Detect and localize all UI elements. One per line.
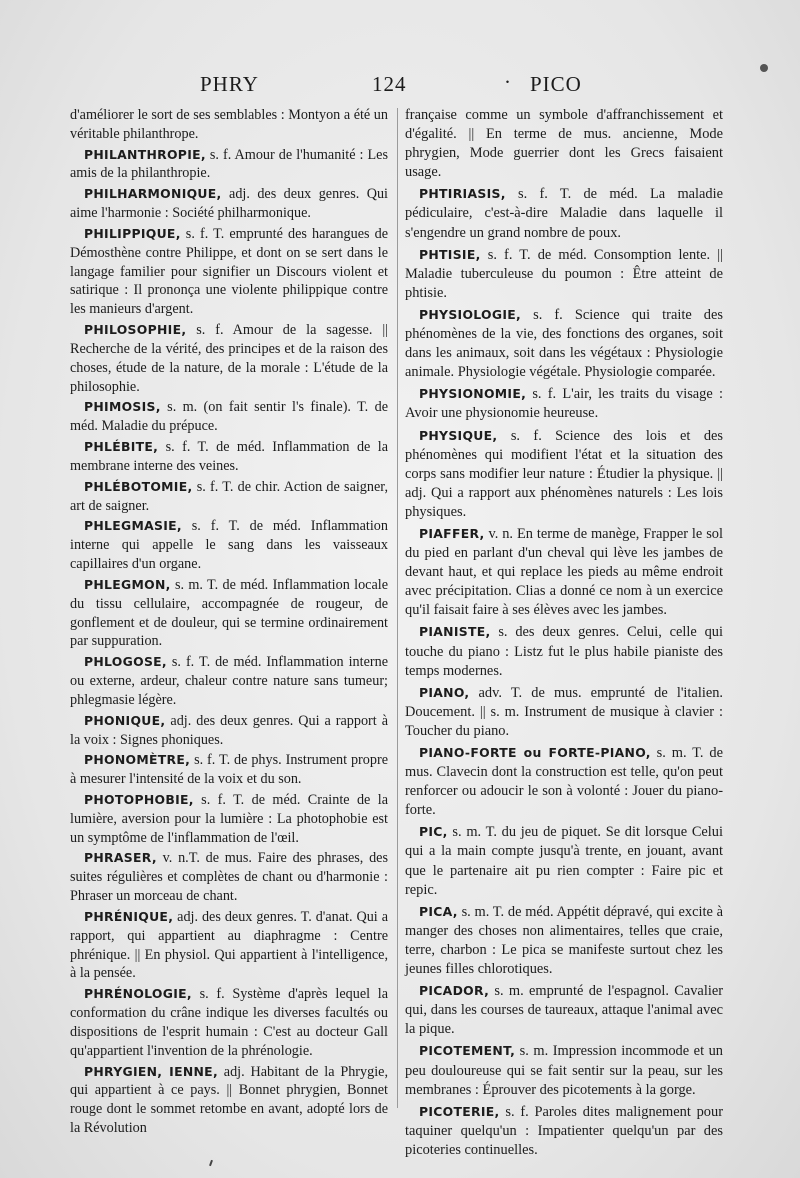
dictionary-entry (70, 478, 388, 516)
entry-headword: PHYSIOLOGIE, (419, 306, 522, 322)
dictionary-entry (70, 146, 388, 184)
column-divider (397, 108, 398, 1108)
entry-headword: PHYSIONOMIE, (419, 386, 527, 402)
dictionary-entry (405, 184, 723, 242)
entry-definition: v. n.T. de mus. Faire des phrases, des suites régulières et complètes de chant ou d'harmonie : Phraser un morceau de chant. (70, 850, 388, 905)
dictionary-entry (70, 791, 388, 847)
dictionary-entry (405, 822, 723, 899)
entry-headword: PHLOGOSE, (84, 654, 167, 670)
entry-definition: s. f. Amour de l'humanité : Les amis de la philanthropie. (70, 146, 388, 182)
entry-definition: s. f. T. de méd. Crainte de la lumière, aversion pour la lumière : La photophobie est un symptôme de l'inflammation de l'œil. (70, 791, 388, 846)
entry-headword: PIANO-FORTE ou FORTE-PIANO, (419, 745, 651, 760)
entry-headword: PHRYGIEN, IENNE, (84, 1063, 218, 1079)
left-column (70, 106, 388, 1140)
entry-definition: s. m. T. du jeu de piquet. Se dit lorsque Celui qui a la main compte jusqu'à trente, en jouant, avant que le partenaire ait pu rien compter : Faire pic et repic. (405, 824, 723, 898)
entry-headword: PHTIRIASIS, (419, 186, 506, 202)
entry-definition: s. f. Système d'après lequel la conformation du crâne indique les diverses facultés ou dispositions de l'esprit humain : C'est au docteur Gall qu'appartient l'invention de la phrénologie. (70, 986, 388, 1059)
entry-definition: s. m. T. de mus. Clavecin dont la construction est telle, qu'on peut renforcer ou adoucir le son à volonté : Jouer du piano-forte. (405, 745, 723, 819)
entry-headword: PHONOMÈTRE, (84, 752, 191, 768)
entry-headword: PHIMOSIS, (84, 399, 161, 415)
entry-headword: PIANO, (419, 684, 470, 700)
entry-definition: v. n. En terme de manège, Frapper le sol du pied en parlant d'un cheval qui lève les jambes de devant haut, et qui replace les pieds au même endroit avec précipitation. Clias a donné ce nom à un exercice qu'il faisait faire à ses élèves avec les jambes. (405, 525, 723, 619)
dictionary-entry (70, 576, 388, 651)
entry-headword: PHILANTHROPIE, (84, 146, 206, 162)
entry-headword: PHYSIQUE, (419, 427, 498, 443)
entry-headword: PHTISIE, (419, 246, 481, 262)
entry-continuation (70, 106, 388, 144)
entry-headword: PHONIQUE, (84, 712, 166, 728)
page-number: 124 (372, 72, 407, 96)
dictionary-entry (405, 902, 723, 979)
dictionary-entry (405, 1041, 723, 1099)
entry-definition: s. des deux genres. Celui, celle qui touche du piano : Listz fut le plus habile pianiste des temps modernes. (405, 624, 723, 679)
dictionary-entry (405, 524, 723, 620)
dictionary-entry (405, 743, 723, 820)
entry-definition: adj. Habitant de la Phrygie, qui appartient à ce pays. || Bonnet phrygien, Bonnet rouge dont le sommet retombe en avant, adopté lors de la Révolution (70, 1063, 388, 1137)
entry-definition: s. m. (on fait sentir l's finale). T. de méd. Maladie du prépuce. (70, 399, 388, 435)
dictionary-entry (70, 849, 388, 905)
dictionary-entry (70, 712, 388, 750)
entry-definition: s. f. T. emprunté des harangues de Démosthène contre Philippe, et dont on se sert dans le langage familier pour signifier un Discours violent et satirique : Il prononça une violente philippique contre les manieurs d'argent. (70, 225, 388, 318)
entry-headword: PHOTOPHOBIE, (84, 791, 194, 807)
entry-definition: française comme un symbole d'affranchissement et d'égalité. || En terme de mus. ancienne, Mode phrygien, Mode guerrier dont les Grecs faisaient usage. (405, 107, 723, 181)
header-last-word: PICO (530, 72, 582, 96)
entry-definition: adj. des deux genres. Qui a rapport à la voix : Signes phoniques. (70, 712, 388, 748)
entry-definition: s. f. T. de phys. Instrument propre à mesurer l'intensité de la voix et du son. (70, 752, 388, 788)
dictionary-entry (405, 1102, 723, 1160)
entry-headword: PICOTERIE, (419, 1103, 500, 1119)
entry-headword: PHLÉBOTOMIE, (84, 478, 193, 494)
entry-headword: PIC, (419, 824, 448, 840)
entry-definition: s. f. T. de méd. Consomption lente. || Maladie tuberculeuse du poumon : Être atteint de phtisie. (405, 246, 723, 301)
dictionary-entry (405, 384, 723, 423)
entry-headword: PHLEGMON, (84, 576, 171, 592)
dictionary-entry (405, 426, 723, 522)
entry-definition: s. f. T. de méd. Inflammation de la membrane interne des veines. (70, 439, 388, 474)
entry-definition: s. f. T. de chir. Action de saigner, art de saigner. (70, 478, 388, 514)
entry-headword: PHRÉNOLOGIE, (84, 986, 192, 1002)
dictionary-entry (405, 245, 723, 303)
entry-definition: s. m. T. de méd. Inflammation locale du tissu cellulaire, accompagnée de rougeur, de gonflement et de douleur, qui se termine ordinairement par suppuration. (70, 576, 388, 650)
entry-definition: d'améliorer le sort de ses semblables : Montyon a été un véritable philanthrope. (70, 107, 388, 142)
right-column (405, 106, 723, 1162)
entry-headword: PHRÉNIQUE, (84, 908, 174, 924)
ink-speck (209, 1160, 213, 1166)
entry-definition: s. f. Science qui traite des phénomènes de la vie, des fonctions des organes, soit dans les animaux, soit dans les végétaux : Physiologie animale. Physiologie végétale. Physiologie comparée. (405, 306, 723, 381)
entry-definition: s. m. emprunté de l'espagnol. Cavalier qui, dans les courses de taureaux, attaque l'animal avec la pique. (405, 983, 723, 1038)
entry-continuation (405, 106, 723, 182)
entry-definition: s. m. Impression incommode et un peu douloureuse qui se fait sentir sur la peau, sur les membranes : Éprouver des picotements à la gorge. (405, 1043, 723, 1098)
dictionary-entry (70, 225, 388, 319)
header-first-word: PHRY (200, 72, 259, 96)
entry-definition: adj. des deux genres. T. d'anat. Qui a rapport, qui appartient au diaphragme : Centre phrénique. || En physiol. Qui appartient à l'intelligence, à la pensée. (70, 908, 388, 982)
entry-headword: PHRASER, (84, 850, 157, 866)
entry-headword: PHILHARMONIQUE, (84, 186, 222, 202)
entry-definition: adj. des deux genres. Qui aime l'harmonie : Société philharmonique. (70, 186, 388, 222)
dictionary-entry (405, 981, 723, 1039)
entry-headword: PHLÉBITE, (84, 439, 159, 455)
entry-headword: PICADOR, (419, 983, 490, 999)
entry-headword: PICA, (419, 903, 458, 919)
entry-headword: PIAFFER, (419, 525, 485, 541)
dictionary-entry (70, 1063, 388, 1138)
dictionary-entry (70, 908, 388, 983)
entry-headword: PICOTEMENT, (419, 1043, 516, 1059)
entry-headword: PIANISTE, (419, 624, 491, 640)
dictionary-entry (70, 321, 388, 396)
dictionary-entry (70, 398, 388, 436)
dictionary-entry (70, 438, 388, 476)
dictionary-entry (405, 622, 723, 680)
dictionary-entry (70, 517, 388, 573)
dictionary-entry (70, 653, 388, 709)
dictionary-entry (70, 985, 388, 1060)
entry-definition: s. f. L'air, les traits du visage : Avoir une physionomie heureuse. (405, 386, 723, 422)
entry-definition: s. f. Paroles dites malignement pour taquiner quelqu'un : Impatienter quelqu'un par des picoteries continuelles. (405, 1103, 723, 1158)
entry-definition: adv. T. de mus. emprunté de l'italien. Doucement. || s. m. Instrument de musique à clavier : Toucher du piano. (405, 684, 723, 739)
entry-definition: s. f. Amour de la sagesse. || Recherche de la vérité, des principes et de la raison des choses, étude de la nature, de la morale : L'étude de la philosophie. (70, 322, 388, 395)
dictionary-entry (70, 751, 388, 789)
entry-definition: s. f. T. de méd. Inflammation interne qui appelle le sang dans les vaisseaux capillaires d'un organe. (70, 518, 388, 573)
entry-headword: PHILOSOPHIE, (84, 322, 187, 338)
entry-headword: PHILIPPIQUE, (84, 225, 181, 241)
dictionary-entry (70, 185, 388, 223)
entry-definition: s. f. T. de méd. La maladie pédiculaire, c'est-à-dire Maladie dans laquelle il s'engendre un grand nombre de poux. (405, 186, 723, 241)
header-separator: · (504, 70, 512, 94)
dictionary-entry (405, 683, 723, 741)
entry-definition: s. f. T. de méd. Inflammation interne ou externe, ardeur, chaleur contre nature sans tumeur; phlegmasie légère. (70, 654, 388, 708)
entry-headword: PHLEGMASIE, (84, 518, 182, 534)
running-header (0, 68, 800, 102)
dictionary-entry (405, 305, 723, 382)
entry-definition: s. f. Science des lois et des phénomènes qui modifient l'état et la situation des corps sans modifier leur nature : Étudier la physique. || adj. Qui a rapport aux phénomènes naturels : Les lois physiques. (405, 427, 723, 520)
entry-definition: s. m. T. de méd. Appétit dépravé, qui excite à manger des choses non alimentaires, telles que craie, terre, charbon : Le pica se manifeste surtout chez les jeunes filles chlorotiques. (405, 903, 723, 978)
